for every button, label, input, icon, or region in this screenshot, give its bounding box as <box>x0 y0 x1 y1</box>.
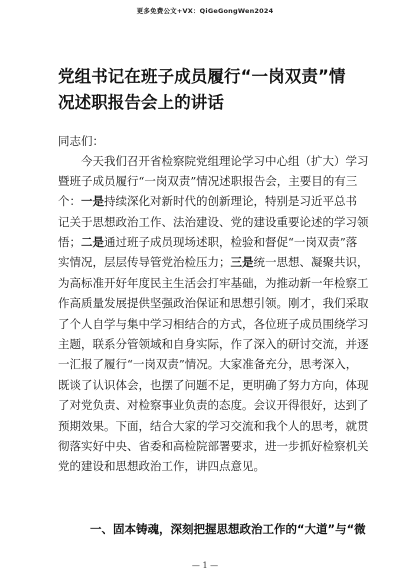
emphasis-text: 三是 <box>230 255 254 270</box>
paragraph-text: 实情况，层层传导管党治检压力； <box>58 255 231 270</box>
section-heading: 一、固本铸魂，深刻把握思想政治工作的“大道”与“微 <box>90 522 366 536</box>
paragraph-line: 了对党负责、对检察事业负责的态度。会议开得很好，达到了 <box>58 398 369 413</box>
emphasis-text: 一是 <box>81 194 104 209</box>
title-line-1: 党组书记在班子成员履行“一岗双责”情 <box>58 67 346 86</box>
salutation: 同志们： <box>58 134 104 148</box>
paragraph-line: 既谈了认识体会，也摆了问题不足，更明确了努力方向，体现 <box>58 377 369 392</box>
paragraph-line: 党的建设和思想政治工作，讲四点意见。 <box>58 459 265 474</box>
emphasis-text: 二是 <box>81 235 104 250</box>
paragraph-line: 了个人自学与集中学习相结合的方式，各位班子成员围绕学习 <box>58 316 369 331</box>
paragraph-line <box>58 191 358 211</box>
paragraph-text: 悟； <box>58 235 81 250</box>
document-title <box>58 64 358 116</box>
title-line-2: 况述职报告会上的讲话 <box>58 93 224 112</box>
paragraph-line: 主题，联系分管领域和自身实际，作了深入的研讨交流，并逐 <box>58 337 369 352</box>
paragraph-line <box>58 232 358 252</box>
paragraph-line: 一汇报了履行“一岗双责”情况。大家准备充分，思考深入， <box>58 357 358 372</box>
paragraph-line: 今天我们召开省检察院党组理论学习中心组（扩大）学习 <box>81 153 369 168</box>
paragraph-text: 个： <box>58 194 81 209</box>
paragraph-line: 彻落实好中央、省委和高检院部署要求，进一步抓好检察机关 <box>58 438 369 453</box>
paragraph-text: 统一思想、凝聚共识， <box>253 255 369 270</box>
paragraph-line: 作高质量发展提供坚强政治保证和思想引领。刚才，我们采取 <box>58 296 369 311</box>
paragraph-line: 预期效果。下面，结合大家的学习交流和我个人的思考，就贯 <box>58 418 369 433</box>
paragraph-line: 记关于思想政治工作、法治建设、党的建设重要论述的学习领 <box>58 214 369 229</box>
paragraph-line: 暨班子成员履行“一岗双责”情况述职报告会，主要目的有三 <box>58 173 358 188</box>
page-number: — 1 — <box>191 561 219 570</box>
body-paragraph <box>58 151 369 477</box>
paragraph-text: 通过班子成员现场述职，检验和督促“一岗双责”落 <box>104 235 358 250</box>
paragraph-text: 持续深化对新时代的创新理论，特别是习近平总书 <box>104 194 357 209</box>
paragraph-line <box>58 252 369 272</box>
header-banner: 更多免费公文+VX：QiGeGongWen2024 <box>136 7 274 15</box>
paragraph-line: 为高标准开好年度民主生活会打牢基础，为推动新一年检察工 <box>58 275 369 290</box>
